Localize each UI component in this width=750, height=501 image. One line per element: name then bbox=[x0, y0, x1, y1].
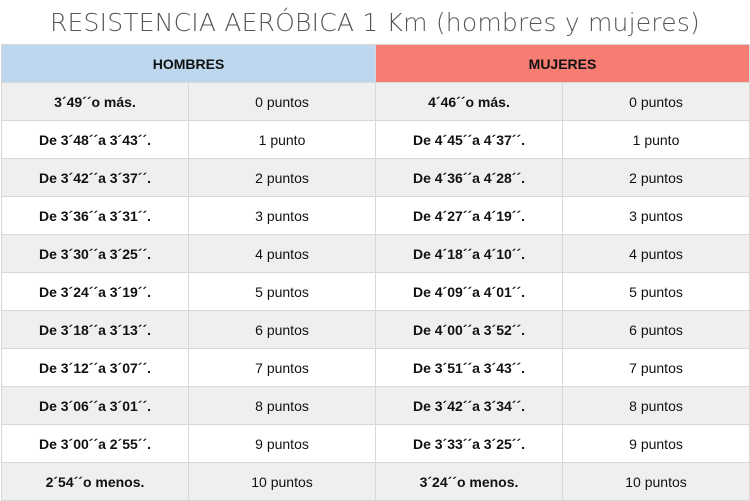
women-points-cell: 8 puntos bbox=[563, 387, 750, 425]
women-points-cell: 10 puntos bbox=[563, 463, 750, 501]
men-time-cell: De 3´24´´a 3´19´´. bbox=[2, 273, 189, 311]
men-time-cell: De 3´36´´a 3´31´´. bbox=[2, 197, 189, 235]
women-points-cell: 0 puntos bbox=[563, 83, 750, 121]
women-header: MUJERES bbox=[376, 45, 750, 83]
men-time-cell: 2´54´´o menos. bbox=[2, 463, 189, 501]
men-time-cell: De 3´12´´a 3´07´´. bbox=[2, 349, 189, 387]
women-points-cell: 1 punto bbox=[563, 121, 750, 159]
men-points-cell: 4 puntos bbox=[189, 235, 376, 273]
table-body bbox=[2, 83, 750, 501]
women-time-cell: De 4´09´´a 4´01´´. bbox=[376, 273, 563, 311]
table-row bbox=[2, 463, 750, 501]
men-time-cell: De 3´48´´a 3´43´´. bbox=[2, 121, 189, 159]
men-points-cell: 2 puntos bbox=[189, 159, 376, 197]
women-time-cell: 3´24´´o menos. bbox=[376, 463, 563, 501]
men-time-cell: De 3´06´´a 3´01´´. bbox=[2, 387, 189, 425]
men-time-cell: De 3´18´´a 3´13´´. bbox=[2, 311, 189, 349]
women-points-cell: 4 puntos bbox=[563, 235, 750, 273]
header-row bbox=[2, 45, 750, 83]
men-points-cell: 8 puntos bbox=[189, 387, 376, 425]
table-row bbox=[2, 121, 750, 159]
men-time-cell: De 3´00´´a 2´55´´. bbox=[2, 425, 189, 463]
women-time-cell: De 4´45´´a 4´37´´. bbox=[376, 121, 563, 159]
women-points-cell: 5 puntos bbox=[563, 273, 750, 311]
table-row bbox=[2, 159, 750, 197]
scoring-table bbox=[1, 44, 750, 501]
men-points-cell: 1 punto bbox=[189, 121, 376, 159]
women-time-cell: De 4´36´´a 4´28´´. bbox=[376, 159, 563, 197]
page-title: RESISTENCIA AERÓBICA 1 Km (hombres y mujeres) bbox=[49, 8, 700, 37]
table-row bbox=[2, 349, 750, 387]
women-time-cell: 4´46´´o más. bbox=[376, 83, 563, 121]
table-row bbox=[2, 273, 750, 311]
table-row bbox=[2, 235, 750, 273]
men-header: HOMBRES bbox=[2, 45, 376, 83]
women-points-cell: 3 puntos bbox=[563, 197, 750, 235]
men-points-cell: 0 puntos bbox=[189, 83, 376, 121]
men-time-cell: 3´49´´o más. bbox=[2, 83, 189, 121]
women-time-cell: De 3´33´´a 3´25´´. bbox=[376, 425, 563, 463]
men-time-cell: De 3´42´´a 3´37´´. bbox=[2, 159, 189, 197]
men-points-cell: 7 puntos bbox=[189, 349, 376, 387]
men-points-cell: 3 puntos bbox=[189, 197, 376, 235]
men-points-cell: 10 puntos bbox=[189, 463, 376, 501]
table-row bbox=[2, 425, 750, 463]
table-row bbox=[2, 387, 750, 425]
women-time-cell: De 3´42´´a 3´34´´. bbox=[376, 387, 563, 425]
table-row bbox=[2, 83, 750, 121]
women-time-cell: De 4´18´´a 4´10´´. bbox=[376, 235, 563, 273]
table-row bbox=[2, 311, 750, 349]
men-points-cell: 6 puntos bbox=[189, 311, 376, 349]
men-time-cell: De 3´30´´a 3´25´´. bbox=[2, 235, 189, 273]
women-time-cell: De 4´00´´a 3´52´´. bbox=[376, 311, 563, 349]
women-points-cell: 2 puntos bbox=[563, 159, 750, 197]
women-time-cell: De 4´27´´a 4´19´´. bbox=[376, 197, 563, 235]
women-points-cell: 9 puntos bbox=[563, 425, 750, 463]
table-row bbox=[2, 197, 750, 235]
men-points-cell: 5 puntos bbox=[189, 273, 376, 311]
women-time-cell: De 3´51´´a 3´43´´. bbox=[376, 349, 563, 387]
men-points-cell: 9 puntos bbox=[189, 425, 376, 463]
women-points-cell: 6 puntos bbox=[563, 311, 750, 349]
women-points-cell: 7 puntos bbox=[563, 349, 750, 387]
